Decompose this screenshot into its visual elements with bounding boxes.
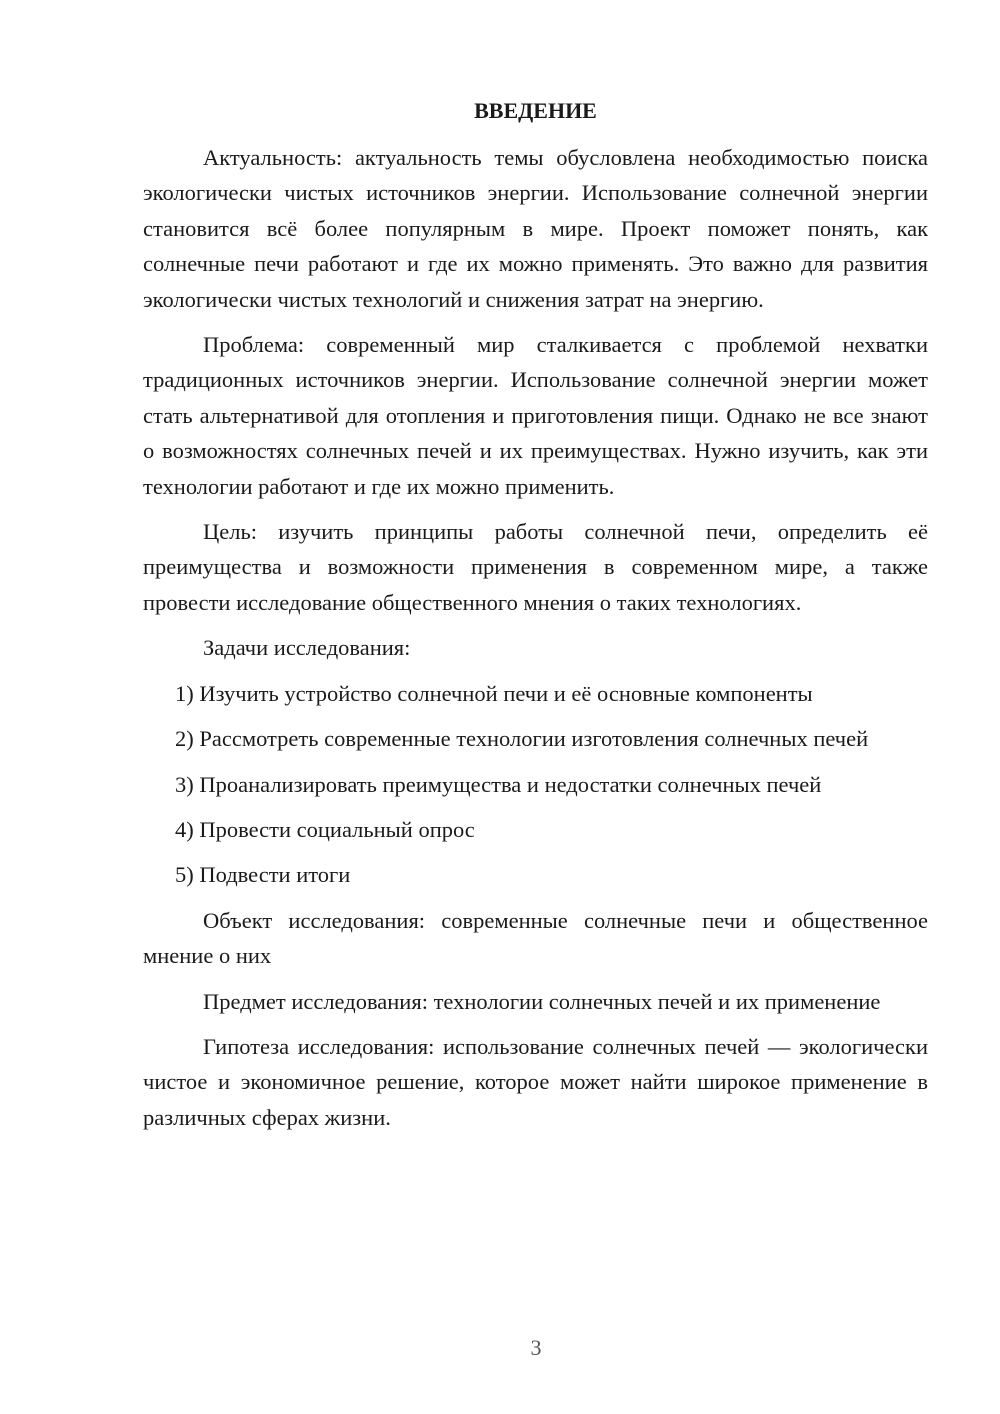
task-item: 4) Провести социальный опрос bbox=[175, 816, 475, 842]
task-item: 3) Проанализировать преимущества и недостатки солнечных печей bbox=[175, 771, 822, 797]
page-number: 3 bbox=[530, 1335, 542, 1360]
document-page bbox=[143, 96, 928, 1145]
task-item: 5) Подвести итоги bbox=[175, 862, 351, 888]
paragraph-problem: Проблема: современный мир сталкивается с проблемой нехватки традиционных источников энергии. Использование солнечной энергии может стать альтернативой для отопления и приготовления пищи. Однако не все знают о возможностях солнечных печей и их преимуществах. Нужно изучить, как эти технологии работают и где их можно применить. bbox=[143, 332, 928, 499]
paragraph-tasks-heading: Задачи исследования: bbox=[203, 635, 411, 661]
paragraph-hypothesis: Гипотеза исследования: использование солнечных печей — экологически чистое и экономичное решение, которое может найти широкое применение в различных сферах жизни. bbox=[143, 1033, 928, 1130]
section-title: ВВЕДЕНИЕ bbox=[474, 98, 597, 123]
task-item: 1) Изучить устройство солнечной печи и её основные компоненты bbox=[175, 680, 813, 706]
paragraph-object: Объект исследования: современные солнечные печи и общественное мнение о них bbox=[143, 907, 928, 969]
paragraph-relevance: Актуальность: актуальность темы обусловлена необходимостью поиска экологически чистых источников энергии. Использование солнечной энергии становится всё более популярным в мире. Проект поможет понять, как солнечные печи работают и где их можно применять. Это важно для развития экологически чистых технологий и снижения затрат на энергию. bbox=[143, 145, 928, 312]
paragraph-subject: Предмет исследования: технологии солнечных печей и их применение bbox=[203, 988, 881, 1014]
task-item: 2) Рассмотреть современные технологии изготовления солнечных печей bbox=[175, 726, 869, 752]
paragraph-goal: Цель: изучить принципы работы солнечной печи, определить её преимущества и возможности применения в современном мире, а также провести исследование общественного мнения о таких технологиях. bbox=[143, 519, 928, 615]
